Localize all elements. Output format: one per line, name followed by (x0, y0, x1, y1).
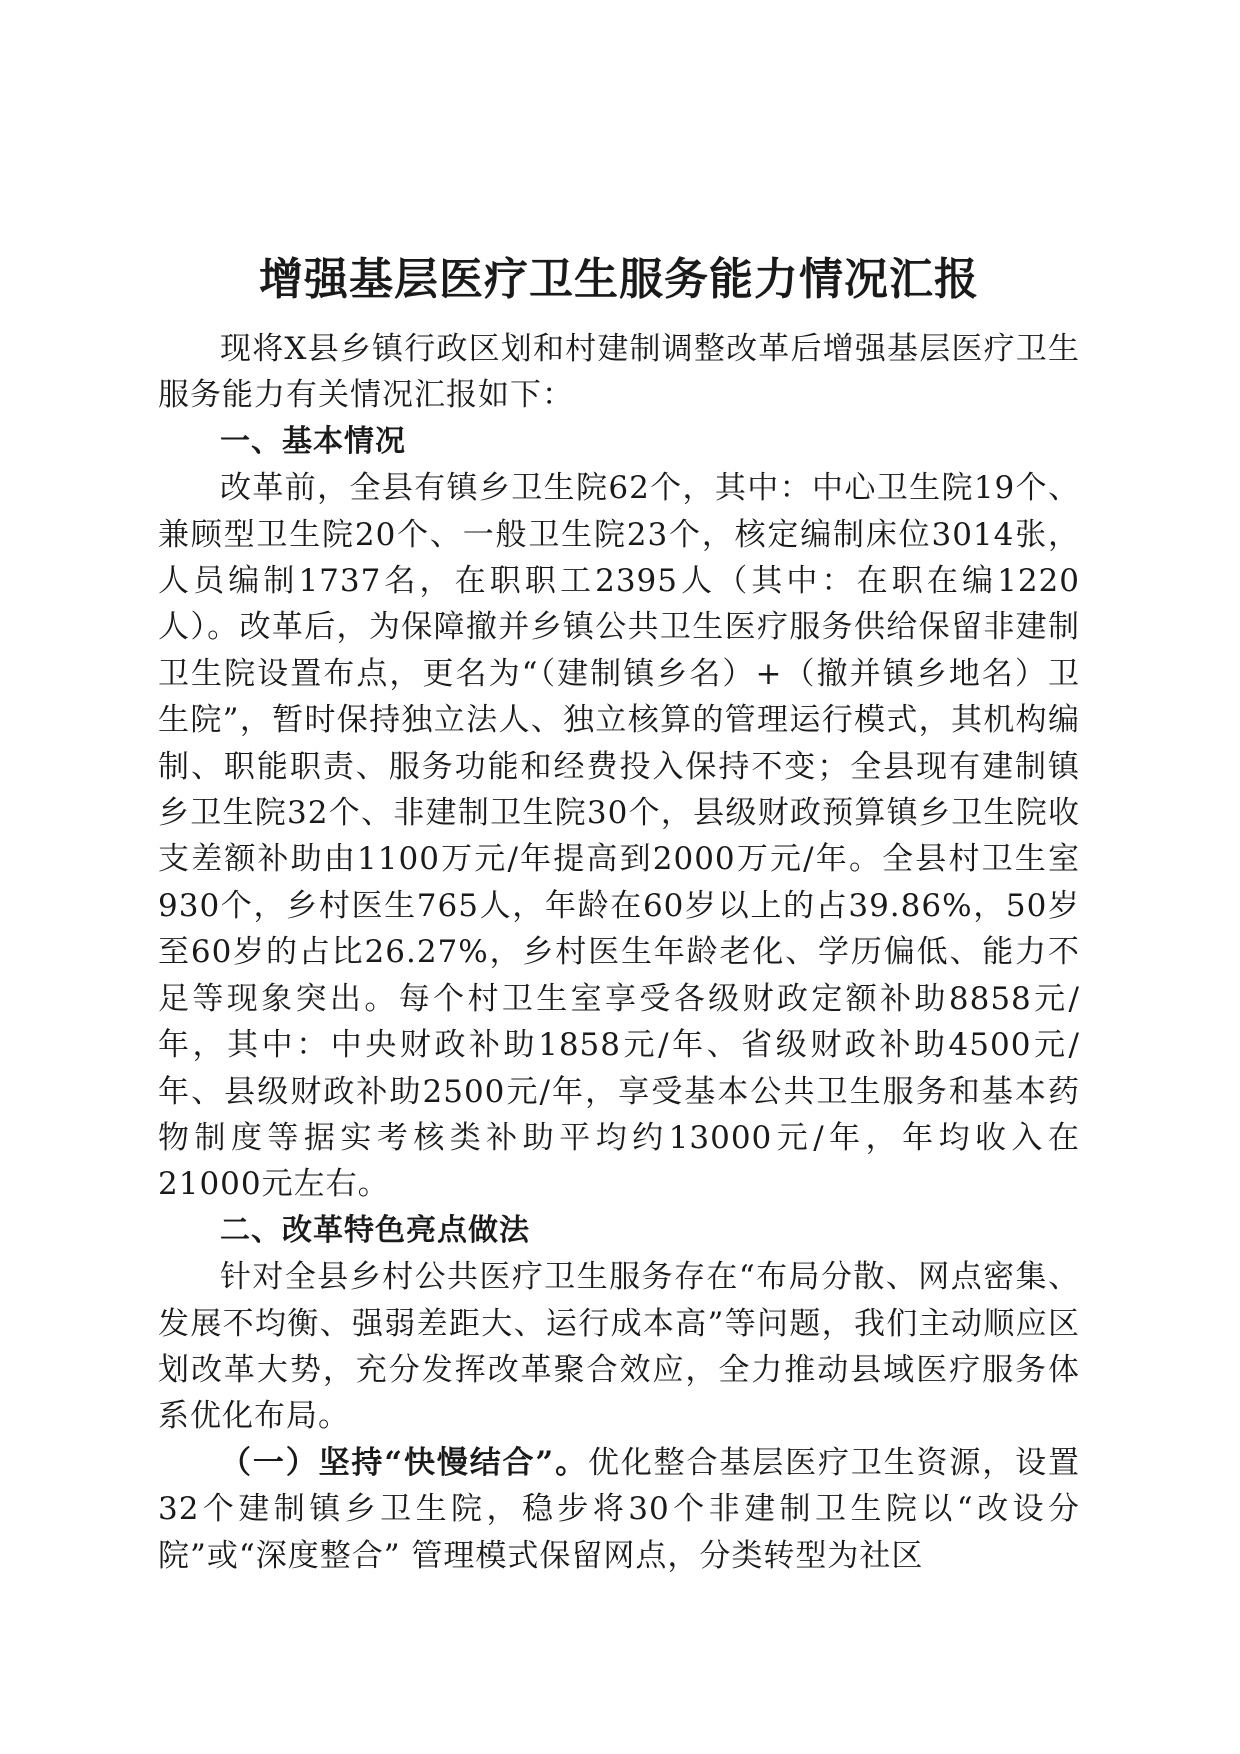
reform-highlights-paragraph: 针对全县乡村公共医疗卫生服务存在“布局分散、网点密集、发展不均衡、强弱差距大、运行成本高”等问题，我们主动顺应区划改革大势，充分发挥改革聚合效应，全力推动县域医疗服务体系优化布局。 (158, 1259, 1080, 1435)
document-body (158, 248, 1080, 1579)
subsection-paragraph (158, 1440, 1080, 1579)
intro-paragraph: 现将X县乡镇行政区划和村建制调整改革后增强基层医疗卫生服务能力有关情况汇报如下： (158, 331, 1080, 414)
document-title: 增强基层医疗卫生服务能力情况汇报 (259, 254, 979, 305)
subsection-text: 优化整合基层医疗卫生资源，设置32个建制镇乡卫生院，稳步将30个非建制卫生院以“改设分院”或“深度整合” 管理模式保留网点，分类转型为社区 (158, 1444, 1080, 1574)
section-heading-basic-situation: 一、基本情况 (220, 423, 406, 459)
subsection-lead: （一）坚持“快慢结合”。 (220, 1444, 588, 1481)
section-heading-reform-highlights: 二、改革特色亮点做法 (220, 1212, 530, 1248)
basic-situation-paragraph: 改革前，全县有镇乡卫生院62个，其中：中心卫生院19个、兼顾型卫生院20个、一般卫生院23个，核定编制床位3014张，人员编制1737名，在职职工2395人（其中：在职在编1220人）。改革后，为保障撤并乡镇公共卫生医疗服务供给保留非建制卫生院设置布点，更名为“（建制镇乡名）+（撤并镇乡地名）卫生院”，暂时保持独立法人、独立核算的管理运行模式，其机构编制、职能职责、服务功能和经费投入保持不变；全县现有建制镇乡卫生院32个、非建制卫生院30个，县级财政预算镇乡卫生院收支差额补助由1100万元/年提高到2000万元/年。全县村卫生室930个，乡村医生765人，年龄在60岁以上的占39.86%，50岁至60岁的占比26.27%，乡村医生年龄老化、学历偏低、能力不足等现象突出。每个村卫生室享受各级财政定额补助8858元/年，其中：中央财政补助1858元/年、省级财政补助4500元/年、县级财政补助2500元/年，享受基本公共卫生服务和基本药物制度等据实考核类补助平均约13000元/年，年均收入在21000元左右。 (158, 470, 1080, 1203)
